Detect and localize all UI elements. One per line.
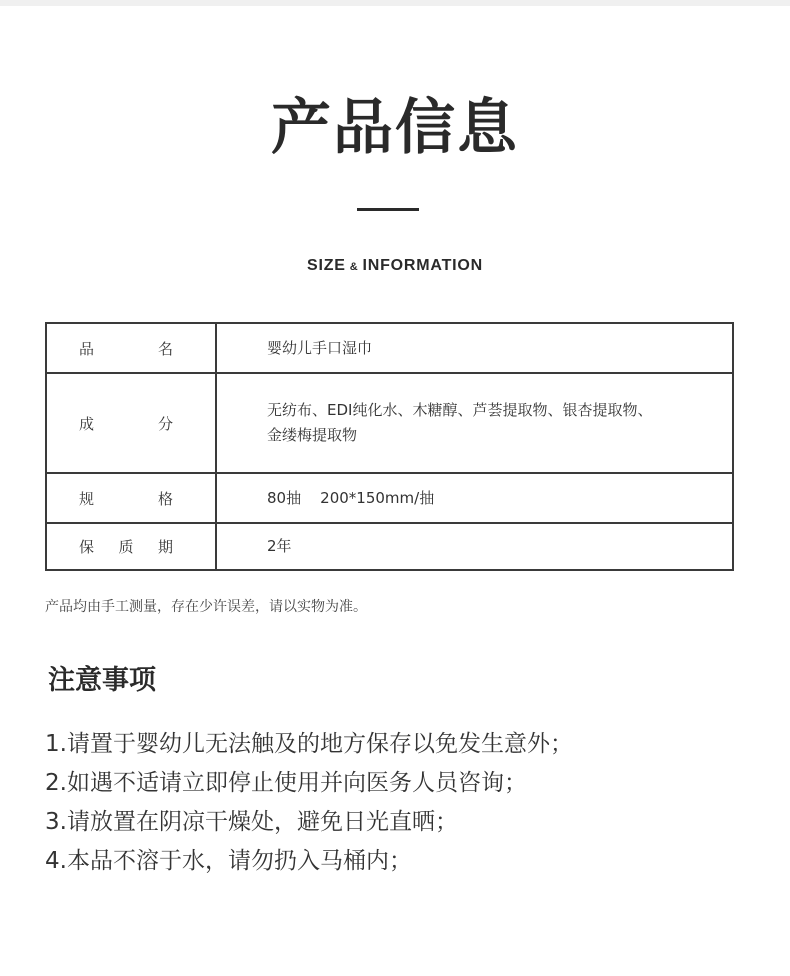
caution-title: 注意事项 <box>48 665 156 696</box>
subtitle-information: INFORMATION <box>362 257 483 274</box>
subtitle-ampersand: & <box>349 261 359 273</box>
caution-item: 2.如遇不适请立即停止使用并向医务人员咨询； <box>45 770 527 796</box>
top-strip <box>0 0 790 6</box>
page-title: 产品信息 <box>271 93 519 163</box>
key-char: 品 <box>79 339 95 358</box>
table-row-name <box>46 323 733 373</box>
key-char: 保 <box>79 538 95 556</box>
page-subtitle <box>0 256 790 277</box>
key-char: 质 <box>118 538 134 556</box>
row-key-spec <box>46 473 216 523</box>
key-char: 规 <box>79 489 95 508</box>
measurement-note: 产品均由手工测量，存在少许误差，请以实物为准。 <box>45 599 367 615</box>
title-divider <box>357 208 419 211</box>
row-value-ingredients <box>216 373 733 473</box>
key-char: 名 <box>157 339 173 358</box>
row-value-shelf-life: 2年 <box>216 523 733 570</box>
ingredients-line-1: 无纺布、EDI纯化水、木糖醇、芦荟提取物、银杏提取物、 <box>267 401 653 419</box>
table-row-ingredients <box>46 373 733 473</box>
caution-item: 3.请放置在阴凉干燥处，避免日光直晒； <box>45 809 458 835</box>
product-info-table <box>45 322 734 571</box>
row-key-name <box>46 323 216 373</box>
ingredients-line-2: 金缕梅提取物 <box>267 426 358 444</box>
caution-list <box>45 725 573 881</box>
table-row-spec <box>46 473 733 523</box>
key-char: 期 <box>157 538 173 556</box>
row-key-ingredients <box>46 373 216 473</box>
row-value-spec: 80抽 200*150mm/抽 <box>216 473 733 523</box>
row-value-name: 婴幼儿手口湿巾 <box>216 323 733 373</box>
key-char: 格 <box>157 489 173 508</box>
key-char: 分 <box>157 414 173 433</box>
table-row-shelf-life <box>46 523 733 570</box>
row-key-shelf-life <box>46 523 216 570</box>
caution-item: 1.请置于婴幼儿无法触及的地方保存以免发生意外； <box>45 731 573 757</box>
key-char: 成 <box>79 414 95 433</box>
subtitle-size: SIZE <box>306 257 346 274</box>
caution-item: 4.本品不溶于水，请勿扔入马桶内； <box>45 848 412 874</box>
